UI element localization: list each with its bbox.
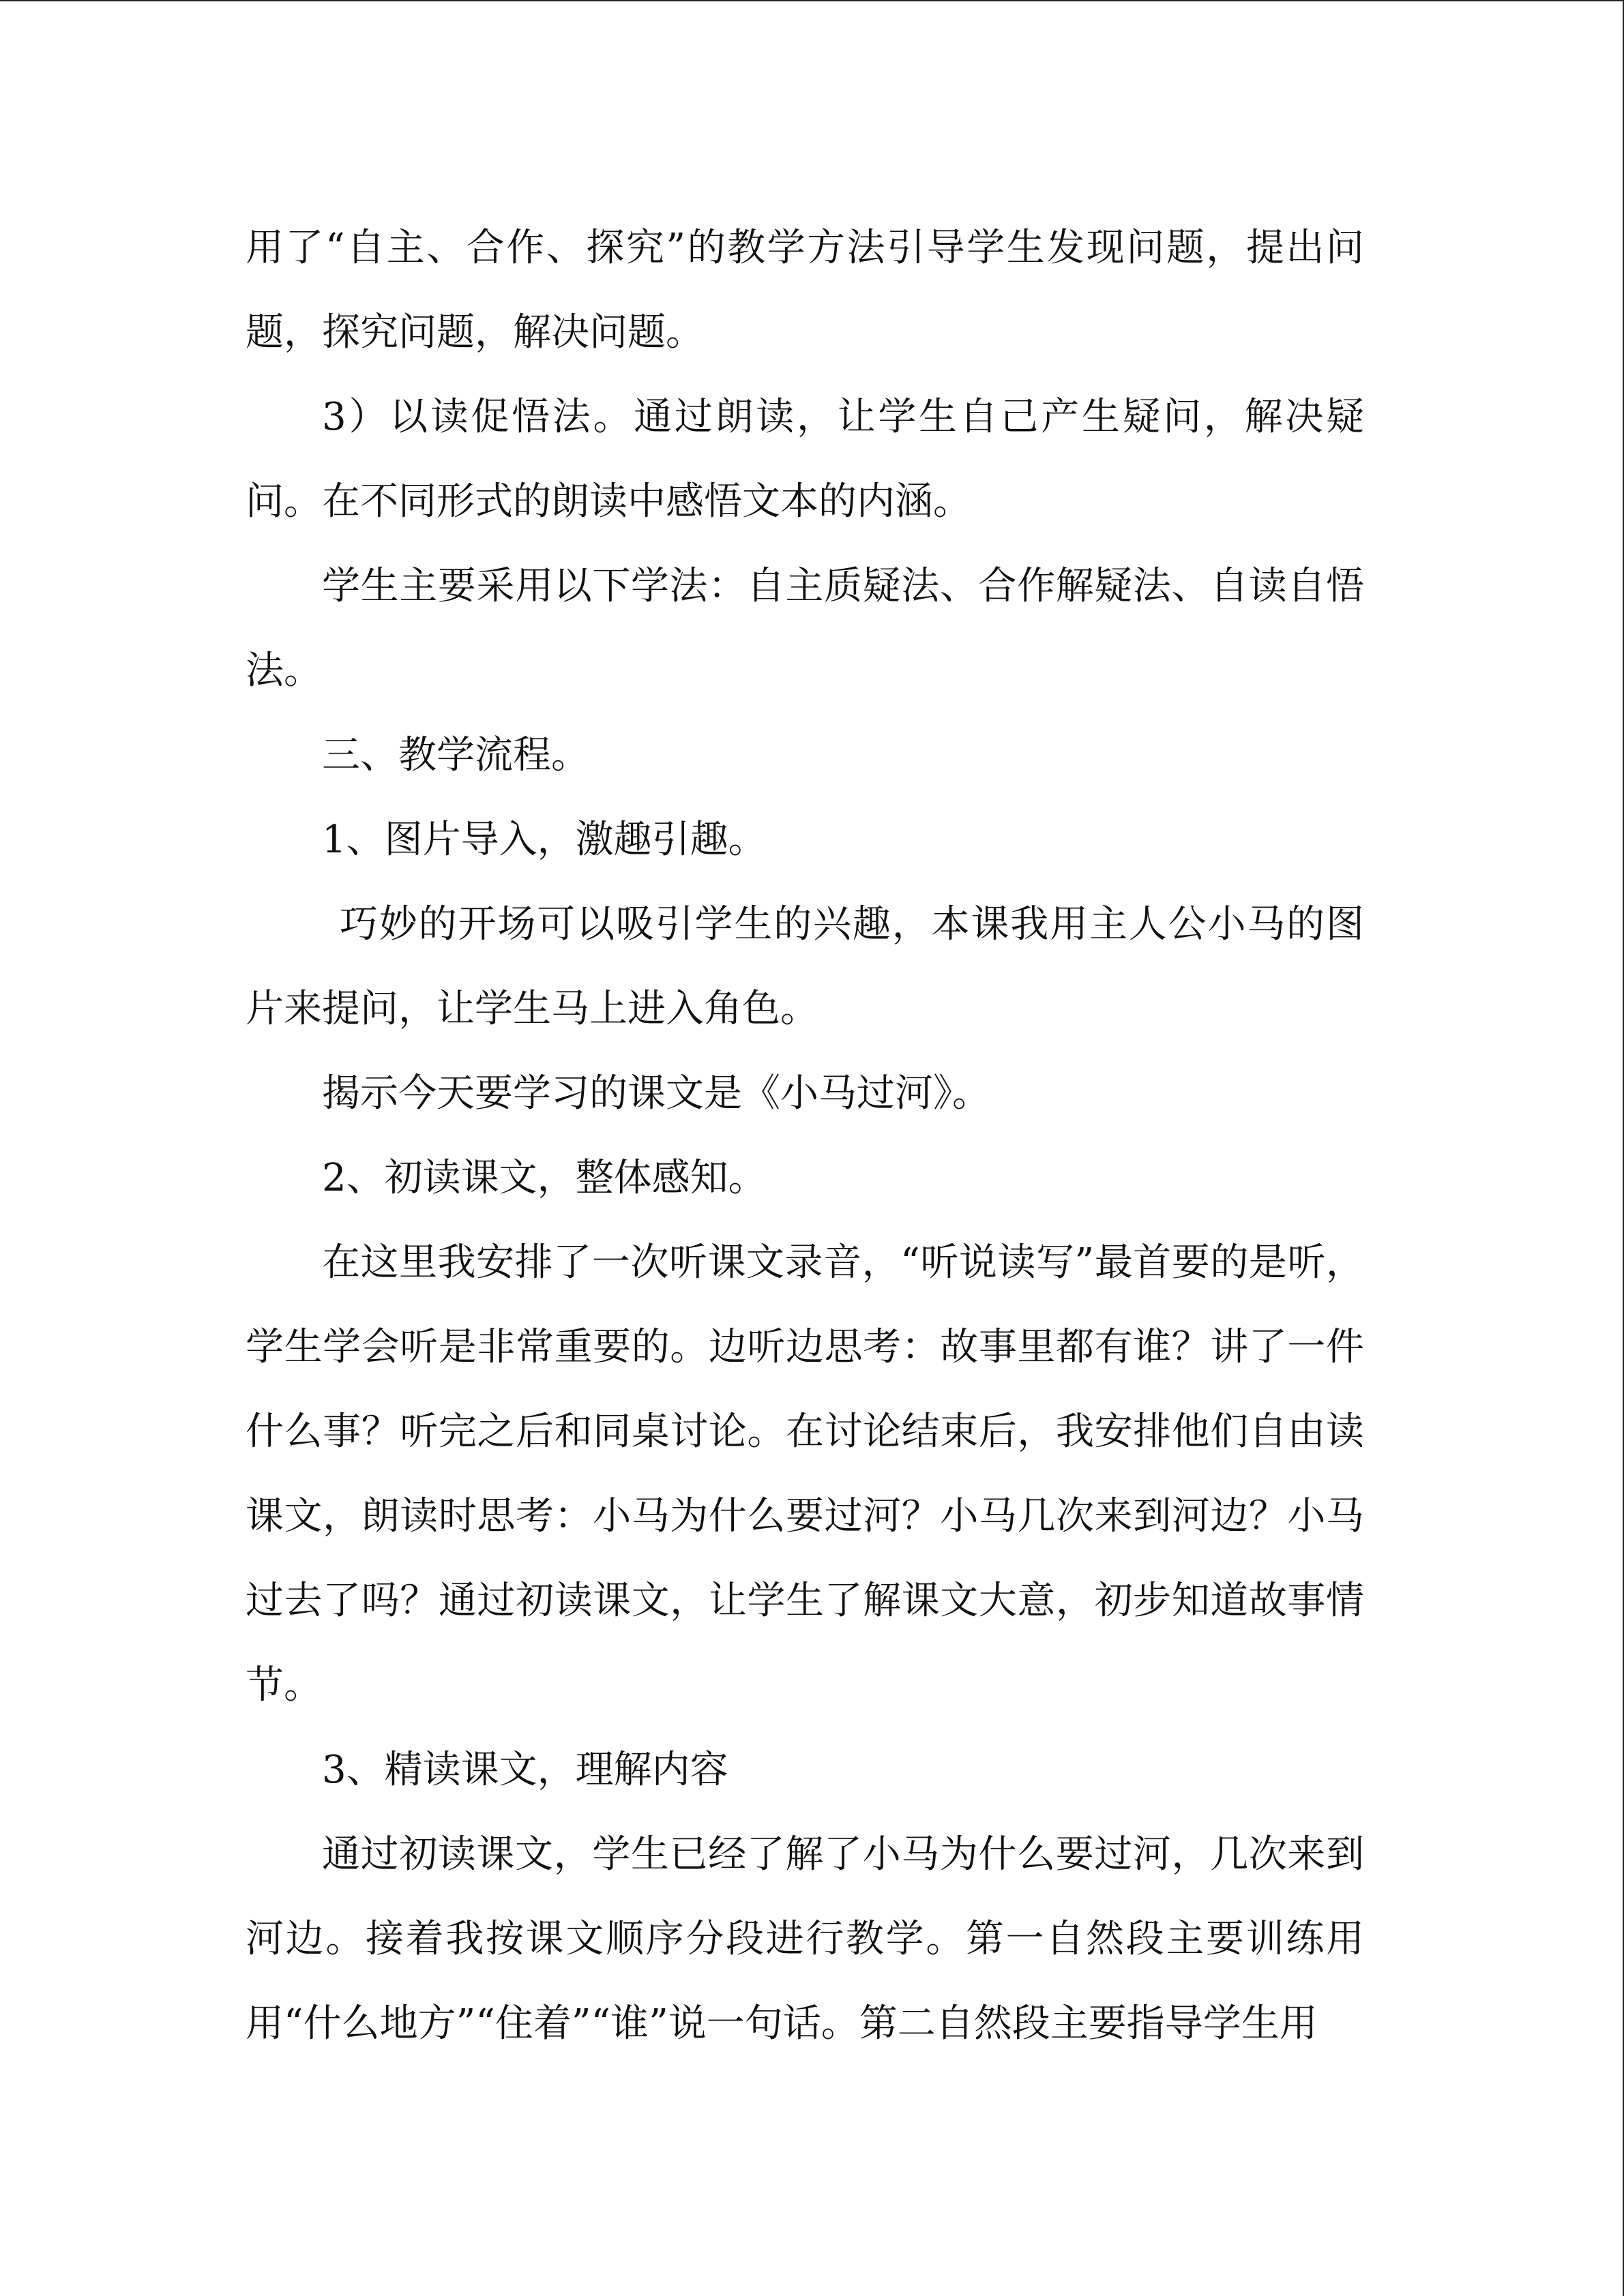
- paragraph-first-reading: 在这里我安排了一次听课文录音，“听说读写”最首要的是听，学生学会听是非常重要的。边听边思考：故事里都有谁？讲了一件什么事？听完之后和同桌讨论。在讨论结束后，我安排他们自由读课文，朗读时思考：小马为什么要过河？小马几次来到河边？小马过去了吗？通过初读课文，让学生了解课文大意，初步知道故事情节。: [246, 1240, 1364, 1708]
- paragraph-opening: 巧妙的开场可以吸引学生的兴趣，本课我用主人公小马的图片来提问，让学生马上进入角色。: [246, 902, 1364, 1031]
- paragraph-method-continuation: 用了“自主、合作、探究”的教学方法引导学生发现问题，提出问题，探究问题，解决问题。: [246, 226, 1364, 355]
- page-top-border: [0, 0, 1624, 1]
- paragraph-reading-method: 3）以读促悟法。通过朗读，让学生自己产生疑问，解决疑问。在不同形式的朗读中感悟文本的内涵。: [246, 395, 1364, 524]
- step-heading-1: 1、图片导入，激趣引趣。: [322, 818, 767, 862]
- section-heading-teaching-process: 三、教学流程。: [322, 733, 589, 777]
- paragraph-reveal-title: 揭示今天要学习的课文是《小马过河》。: [322, 1071, 990, 1116]
- paragraph-close-reading: 通过初读课文，学生已经了解了小马为什么要过河，几次来到河边。接着我按课文顺序分段进行教学。第一自然段主要训练用用“什么地方”“住着”“谁”说一句话。第二自然段主要指导学生用: [246, 1832, 1364, 2046]
- paragraph-learning-methods: 学生主要采用以下学法：自主质疑法、合作解疑法、自读自悟法。: [246, 564, 1364, 693]
- step-heading-3: 3、精读课文，理解内容: [322, 1748, 728, 1792]
- step-heading-2: 2、初读课文，整体感知。: [322, 1156, 767, 1200]
- document-body: [246, 206, 1364, 2066]
